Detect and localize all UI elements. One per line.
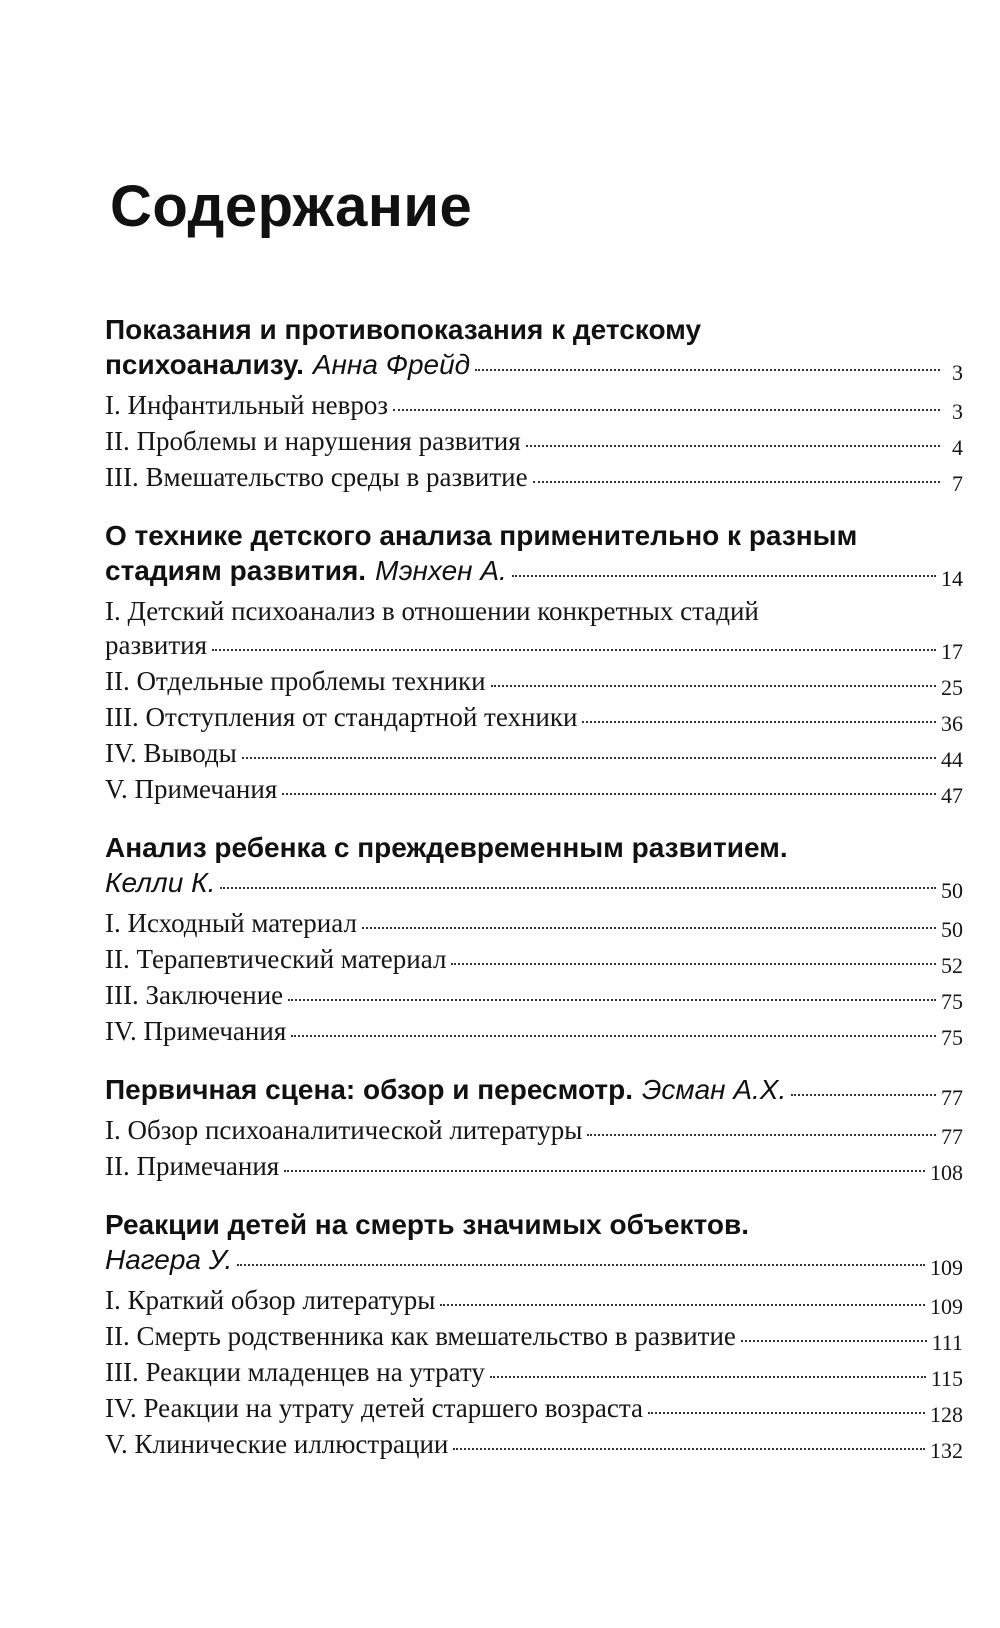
page-number: 4 (952, 435, 963, 460)
section-heading[interactable] (105, 312, 963, 384)
page-number: 75 (941, 1025, 963, 1050)
section-author: Эсман А.Х. (641, 1074, 787, 1105)
section-author: Нагера У. (105, 1244, 233, 1275)
toc-entry[interactable] (105, 772, 963, 808)
page-number: 47 (941, 783, 963, 808)
dot-leader (741, 1340, 927, 1342)
page-number: 128 (930, 1402, 963, 1427)
toc-entry[interactable] (105, 1283, 963, 1319)
entry-label: II. Смерть родственника как вмешательство в развитие (105, 1321, 736, 1351)
toc-entry[interactable] (105, 978, 963, 1014)
dot-leader (490, 1376, 926, 1378)
page-number: 109 (930, 1255, 963, 1280)
toc-entry[interactable] (105, 424, 963, 460)
dot-leader (288, 999, 936, 1001)
dot-leader (440, 1304, 925, 1306)
dot-leader (282, 793, 936, 795)
toc-entry[interactable] (105, 1391, 963, 1427)
dot-leader (491, 685, 936, 687)
dot-leader (512, 575, 936, 577)
dot-leader (582, 721, 936, 723)
page-number: 14 (941, 566, 963, 591)
toc-entry[interactable] (105, 1149, 963, 1185)
toc-entry[interactable] (105, 736, 963, 772)
toc-entry[interactable] (105, 1355, 963, 1391)
section-author: Анна Фрейд (312, 349, 471, 380)
dot-leader (284, 1170, 925, 1172)
dot-leader (587, 1134, 936, 1136)
dot-leader (220, 887, 936, 889)
entry-label: V. Примечания (105, 774, 278, 804)
page-number: 108 (930, 1160, 963, 1185)
toc-entry[interactable] (105, 460, 963, 496)
page-number: 3 (952, 399, 963, 424)
entry-label: III. Реакции младенцев на утрату (105, 1357, 485, 1387)
section-heading-line: Показания и противопоказания к детскому (105, 314, 702, 345)
entry-label: III. Вмешательство среды в развитие (105, 462, 528, 492)
toc-entry[interactable] (105, 388, 963, 424)
toc-entry[interactable] (105, 594, 963, 664)
dot-leader (291, 1035, 936, 1037)
dot-leader (453, 1448, 925, 1450)
entry-label: IV. Реакции на утрату детей старшего возраста (105, 1393, 644, 1423)
entry-label: II. Терапевтический материал (105, 944, 447, 974)
toc-entry[interactable] (105, 700, 963, 736)
page-number: 50 (941, 878, 963, 903)
page-number: 44 (941, 747, 963, 772)
toc-section (105, 1207, 963, 1463)
entry-label: I. Инфантильный невроз (105, 390, 389, 420)
page-number: 111 (931, 1330, 963, 1355)
page-title: Содержание (110, 174, 473, 239)
toc-entry[interactable] (105, 1319, 963, 1355)
dot-leader (791, 1094, 936, 1096)
table-of-contents (105, 312, 963, 1485)
page-number: 115 (930, 1366, 963, 1391)
entry-label: V. Клинические иллюстрации (105, 1429, 449, 1459)
toc-entry[interactable] (105, 1113, 963, 1149)
section-heading-line: стадиям развития. (105, 555, 367, 586)
section-heading-line: Первичная сцена: обзор и пересмотр. (105, 1074, 633, 1105)
page-number: 17 (941, 639, 963, 664)
dot-leader (451, 963, 936, 965)
page-number: 75 (941, 989, 963, 1014)
dot-leader (533, 481, 940, 483)
entry-label: I. Обзор психоаналитической литературы (105, 1115, 583, 1145)
entry-label: II. Отдельные проблемы техники (105, 666, 486, 696)
entry-label: II. Проблемы и нарушения развития (105, 426, 521, 456)
section-author: Мэнхен А. (375, 555, 507, 586)
section-heading-line: психоанализу. (105, 349, 304, 380)
page-number: 25 (941, 675, 963, 700)
toc-section (105, 518, 963, 808)
entry-label: III. Заключение (105, 980, 284, 1010)
entry-label: развития (105, 630, 208, 660)
section-heading[interactable] (105, 1207, 963, 1279)
dot-leader (393, 409, 940, 411)
page-number: 77 (941, 1124, 963, 1149)
dot-leader (362, 927, 936, 929)
dot-leader (242, 757, 936, 759)
dot-leader (648, 1412, 925, 1414)
entry-label: IV. Выводы (105, 738, 237, 768)
entry-label: IV. Примечания (105, 1016, 287, 1046)
entry-label-line: I. Детский психоанализ в отношении конкретных стадий (105, 596, 759, 626)
toc-entry[interactable] (105, 664, 963, 700)
dot-leader (526, 445, 940, 447)
page-number: 36 (941, 711, 963, 736)
page-number: 77 (941, 1085, 963, 1110)
entry-label: II. Примечания (105, 1151, 280, 1181)
toc-entry[interactable] (105, 906, 963, 942)
toc-entry[interactable] (105, 1427, 963, 1463)
section-heading[interactable] (105, 518, 963, 590)
page-number: 7 (952, 471, 963, 496)
toc-section (105, 830, 963, 1050)
section-heading[interactable] (105, 830, 963, 902)
page-number: 132 (930, 1438, 963, 1463)
dot-leader (212, 649, 936, 651)
section-heading-line: Реакции детей на смерть значимых объектов. (105, 1209, 749, 1240)
section-heading[interactable] (105, 1072, 963, 1109)
section-heading-line: Анализ ребенка с преждевременным развитием. (105, 832, 788, 863)
page-number: 3 (952, 360, 963, 385)
dot-leader (237, 1264, 925, 1266)
section-author: Келли К. (105, 867, 216, 898)
section-heading-line: О технике детского анализа применительно к разным (105, 520, 858, 551)
entry-label: III. Отступления от стандартной техники (105, 702, 578, 732)
page-number: 109 (930, 1294, 963, 1319)
page-number: 52 (941, 953, 963, 978)
toc-entry[interactable] (105, 1014, 963, 1050)
toc-entry[interactable] (105, 942, 963, 978)
toc-section (105, 1072, 963, 1185)
toc-section (105, 312, 963, 496)
entry-label: I. Исходный материал (105, 908, 357, 938)
dot-leader (475, 369, 940, 371)
entry-label: I. Краткий обзор литературы (105, 1285, 436, 1315)
page-number: 50 (941, 917, 963, 942)
